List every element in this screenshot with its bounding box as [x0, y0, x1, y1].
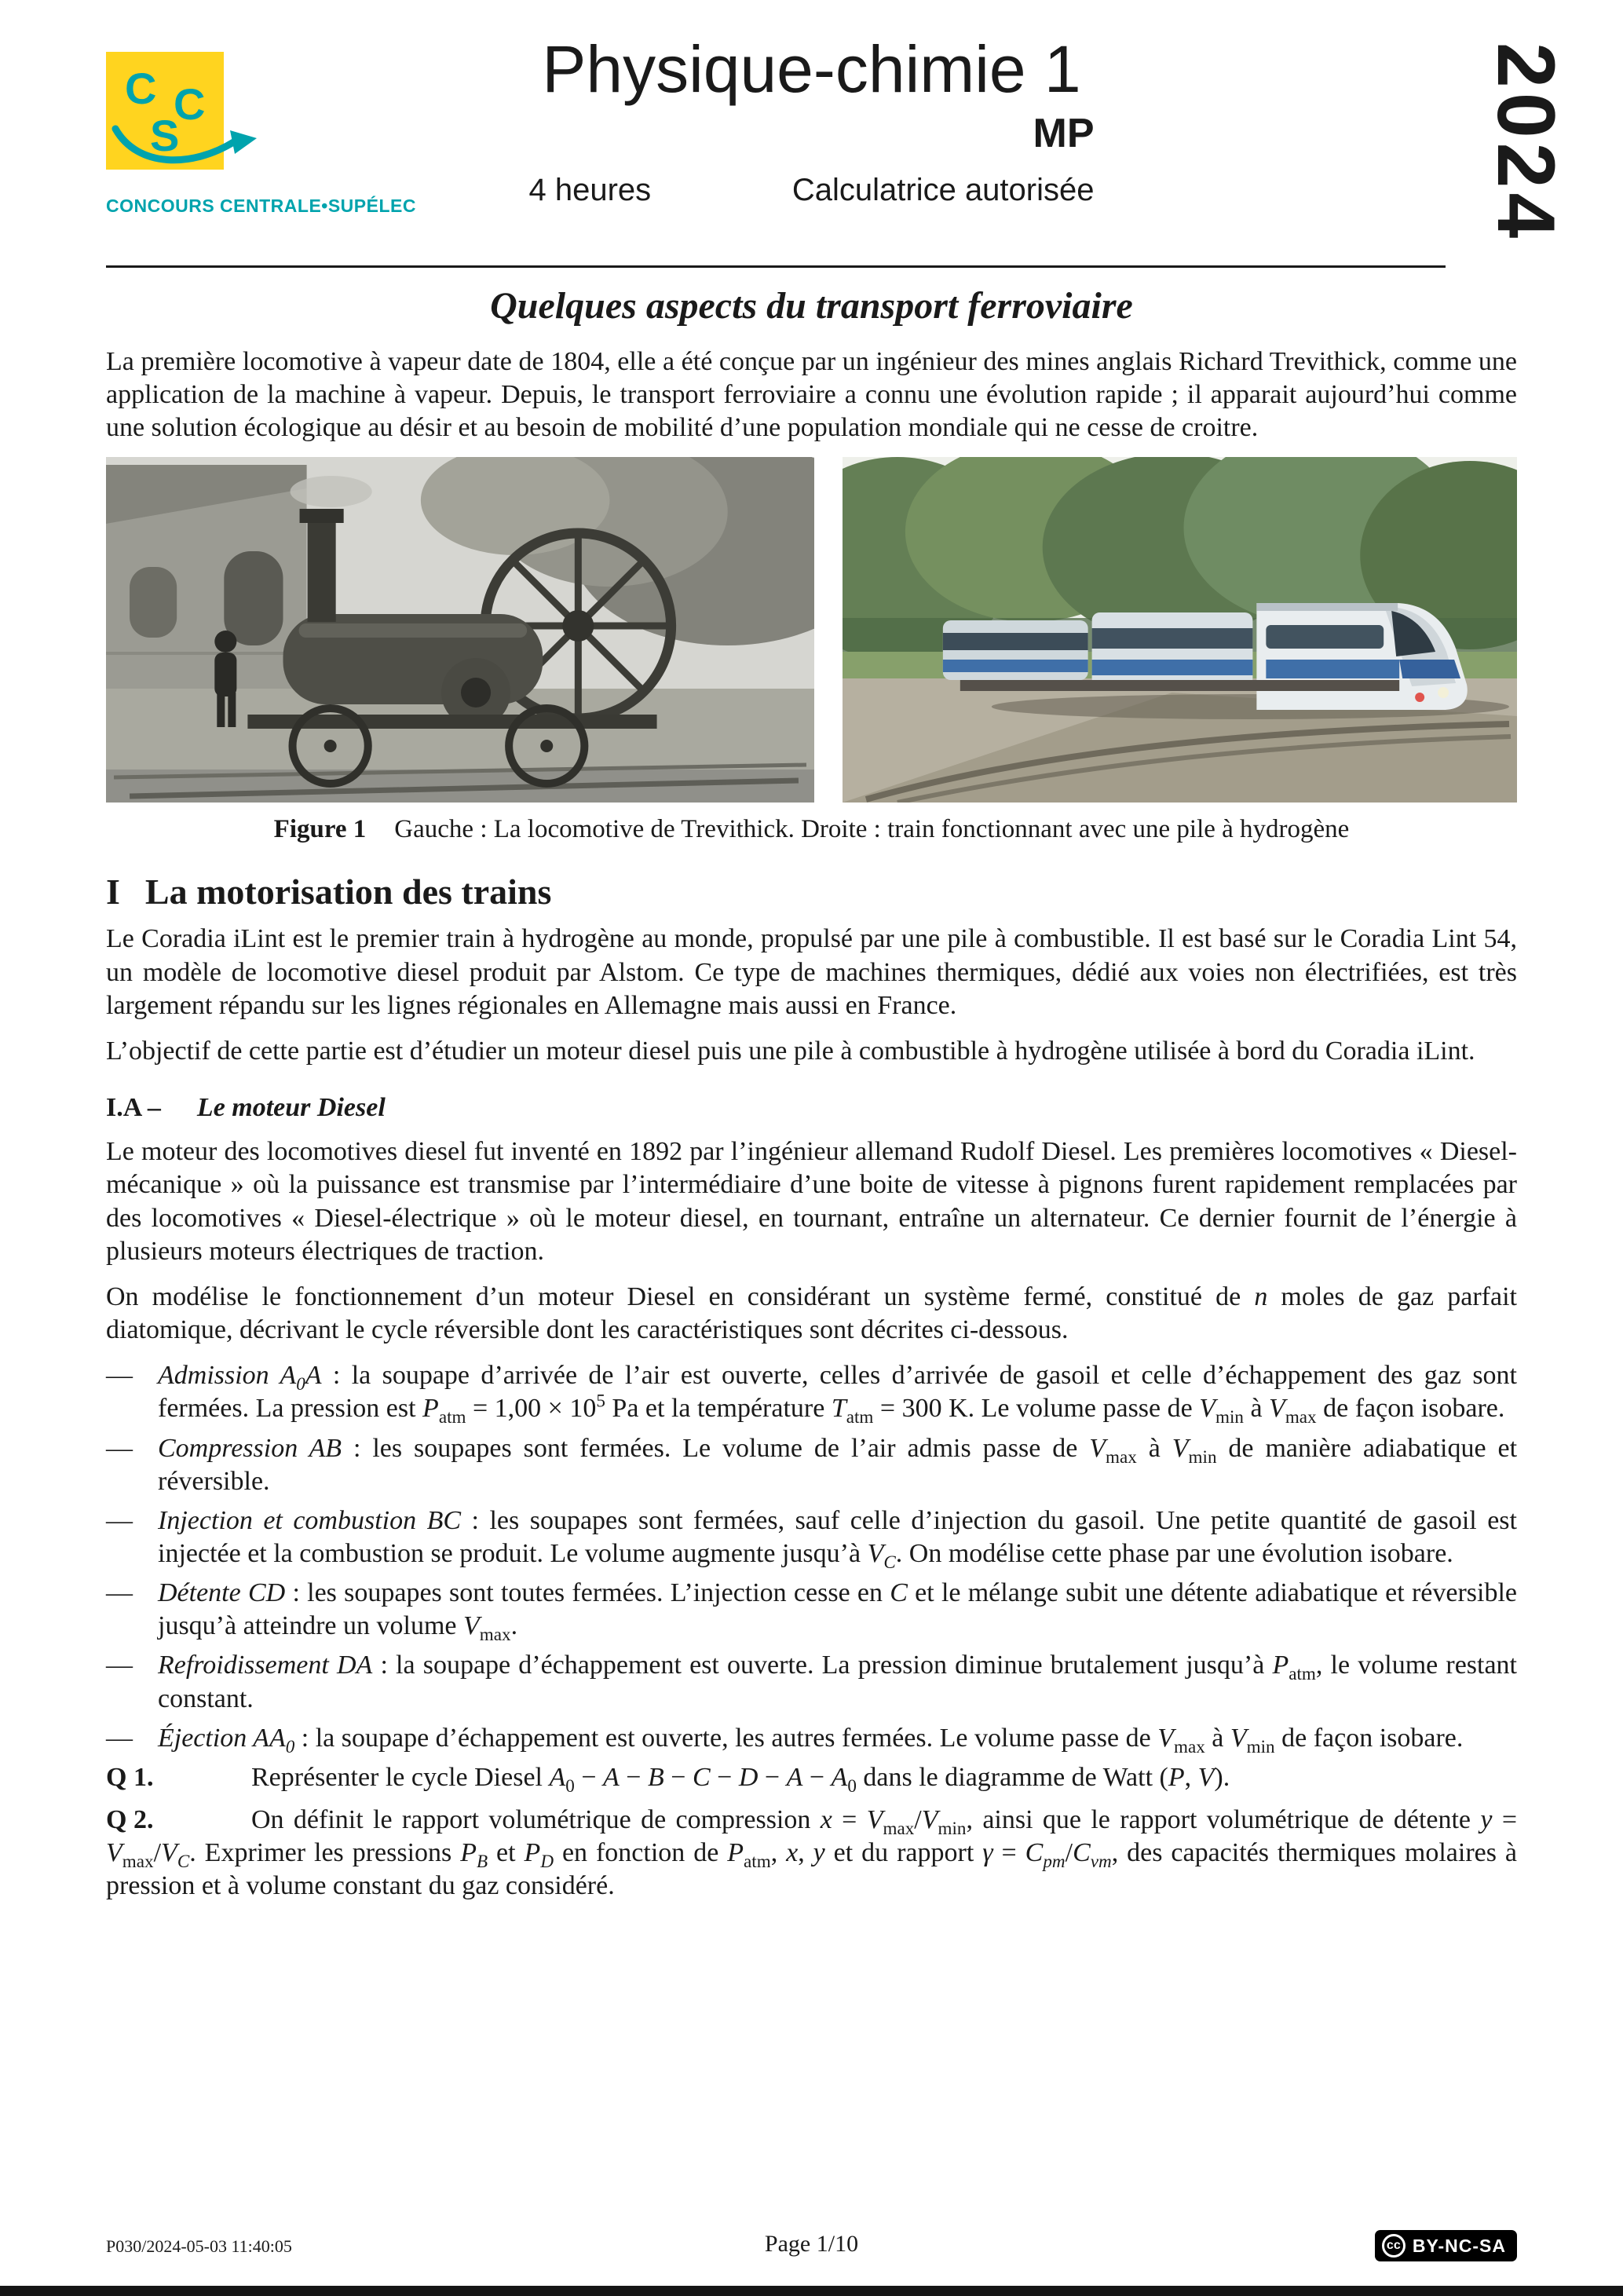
section-1-title: La motorisation des trains: [144, 871, 552, 912]
dash-bullet: —: [106, 1723, 133, 1753]
section-1-paragraph-2: L’objectif de cette partie est d’étudier un moteur diesel puis une pile à combustible à hydrogène utilisée à bord du Coradia iLint.: [106, 1036, 1475, 1066]
logo-letter-s: S: [150, 111, 180, 160]
intro-paragraph: La première locomotive à vapeur date de 1804, elle a été conçue par un ingénieur des mines anglais Richard Trevithick, comme une application de la machine à vapeur. Depuis, le transport ferroviaire a connu une évolution rapide ; il apparait aujourd’hui comme une solution écologique au désir et au besoin de mobilité d’une population mondiale qui ne cesse de croitre.: [106, 346, 1517, 442]
cycle-step-text: Éjection $AA_0$ : la soupape d’échappement est ouverte, les autres fermées. Le volume passe de $V_{max}$ à $V_{min}$ de façon isobare.: [158, 1723, 1464, 1757]
section-1-heading: [106, 872, 1517, 912]
photo-hydrogen-train: [843, 457, 1517, 803]
figure-1-label: Figure 1: [273, 814, 367, 843]
subsection-1a-title: Le moteur Diesel: [196, 1093, 386, 1123]
dash-bullet: —: [106, 1578, 133, 1608]
exam-duration: 4 heures: [528, 173, 652, 208]
subject-title: Quelques aspects du transport ferroviaire: [490, 285, 1133, 327]
cycle-step-text: Détente CD : les soupapes sont toutes fermées. L’injection cesse en C et le mélange subit une détente adiabatique et réversible jusqu’à atteindre un volume $V_{max}$.: [158, 1578, 1518, 1646]
cycle-step-text: Refroidissement DA : la soupape d’échappement est ouverte. La pression diminue brutalement jusqu’à $P_{atm}$, le volume restant constant.: [158, 1651, 1518, 1713]
page-number: Page 1/10: [764, 2230, 859, 2257]
question-1-label: Q 1.: [106, 1762, 154, 1792]
question-2-label: Q 2.: [106, 1805, 154, 1835]
figure-1-caption: [106, 813, 1517, 846]
question-2-text: On définit le rapport volumétrique de compression $x = V_{max}/V_{min}$, ainsi que le rapport volumétrique de détente $y = V_{max}/V_C$. Exprimer les pressions $P_B$ et $P_D$ en fonction de $P_{atm}$, x, y et du rapport $\gamma = C_{pm}/C_{vm}$, des capacités thermiques molaires à pression et à volume constant du gaz considéré.: [106, 1805, 1518, 1901]
cycle-step-injection-combustion: [106, 1504, 1517, 1573]
question-2: [106, 1804, 1517, 1903]
dash-bullet: —: [106, 1361, 133, 1391]
version-stamp: P030/2024-05-03 11:40:05: [106, 2236, 292, 2256]
dash-bullet: —: [106, 1433, 133, 1463]
exam-title: Physique-chimie 1: [542, 32, 1081, 106]
calculator-policy: Calculatrice autorisée: [791, 173, 1095, 208]
cycle-step-text: Compression AB : les soupapes sont fermées. Le volume de l’air admis passe de $V_{max}$ à $V_{min}$ de manière adiabatique et réversible.: [158, 1433, 1518, 1496]
dash-bullet: —: [106, 1505, 133, 1535]
cycle-step-text: Admission $A_0A$ : la soupape d’arrivée de l’air est ouverte, celles d’arrivée de gasoil et celle d’échappement des gaz sont fermées. La pression est $P_{atm} = 1,00 \times 10^5$ Pa et la température $T_{atm} = 300$ K. Le volume passe de $V_{min}$ à $V_{max}$ de façon isobare.: [158, 1361, 1517, 1428]
logo-letter-c2: C: [174, 79, 206, 129]
cycle-step-compression: [106, 1432, 1517, 1498]
subsection-1a-paragraph-1: Le moteur des locomotives diesel fut inventé en 1892 par l’ingénieur allemand Rudolf Diesel. Les premières locomotives « Diesel-mécanique » où la puissance est transmise par l’intermédiaire d’une boite de vitesse à pignons furent rapidement remplacées par des locomotives « Diesel-électrique » où le moteur diesel, en tournant, entraîne un alternateur. Ce dernier fournit de l’énergie à plusieurs moteurs électriques de traction.: [106, 1137, 1517, 1266]
cc-license-badge: [1375, 2230, 1517, 2261]
cycle-step-refroidissement: [106, 1649, 1517, 1715]
header-rule: [106, 265, 1446, 268]
question-1-text: Représenter le cycle Diesel $A_0 - A - B - C - D - A - A_0$ dans le diagramme de Watt (P, V).: [251, 1762, 1230, 1797]
hydrogen-train-illustration: [843, 457, 1517, 803]
subsection-1a-number: I.A –: [106, 1093, 161, 1123]
cycle-step-admission: [106, 1359, 1517, 1428]
subsection-1a-heading: [106, 1091, 1517, 1124]
page-footer: [106, 2224, 1517, 2261]
dash-bullet: —: [106, 1651, 133, 1680]
cycle-step-ejection: [106, 1722, 1517, 1755]
bottom-edge-strip: [0, 2286, 1623, 2296]
page-header: [0, 0, 1623, 276]
cc-license-text: BY-NC-SA: [1412, 2235, 1506, 2256]
cc-icon: cc: [1382, 2234, 1406, 2258]
section-1-number: I: [106, 871, 120, 912]
page-content: [0, 283, 1623, 1903]
trevithick-locomotive-illustration: [106, 457, 814, 803]
question-1: [106, 1761, 1517, 1797]
exam-year: 2024: [1480, 42, 1571, 243]
logo-letter-c1: C: [125, 64, 157, 113]
figure-1: [106, 457, 1517, 803]
subsection-1a-paragraph-2: On modélise le fonctionnement d’un moteur Diesel en considérant un système fermé, constitué de n moles de gaz parfait diatomique, décrivant le cycle réversible dont les caractéristiques sont décrites ci-dessous.: [106, 1281, 1517, 1345]
brand-name: CONCOURS CENTRALE•SUPÉLEC: [106, 196, 416, 216]
header-center: [0, 32, 1623, 208]
cycle-step-detente: [106, 1577, 1518, 1646]
cycle-step-text: Injection et combustion BC : les soupapes sont fermées, sauf celle d’injection du gasoil. Une petite quantité de gasoil est injectée et la combustion se produit. Le volume augmente jusqu’à $V_C$. On modélise cette phase par une évolution isobare.: [158, 1505, 1517, 1573]
figure-1-caption-text: Gauche : La locomotive de Trevithick. Droite : train fonctionnant avec une pile à hydrogène: [394, 814, 1350, 843]
exam-track: MP: [1033, 111, 1095, 157]
section-1-paragraph-1: Le Coradia iLint est le premier train à hydrogène au monde, propulsé par une pile à combustible. Il est basé sur le Coradia Lint 54, un modèle de locomotive diesel produit par Alstom. Ce type de machines thermiques, dédié aux voies non électrifiées, est très largement répandu sur les lignes régionales en Allemagne mais aussi en France.: [106, 924, 1517, 1020]
photo-trevithick-locomotive: [106, 457, 814, 803]
